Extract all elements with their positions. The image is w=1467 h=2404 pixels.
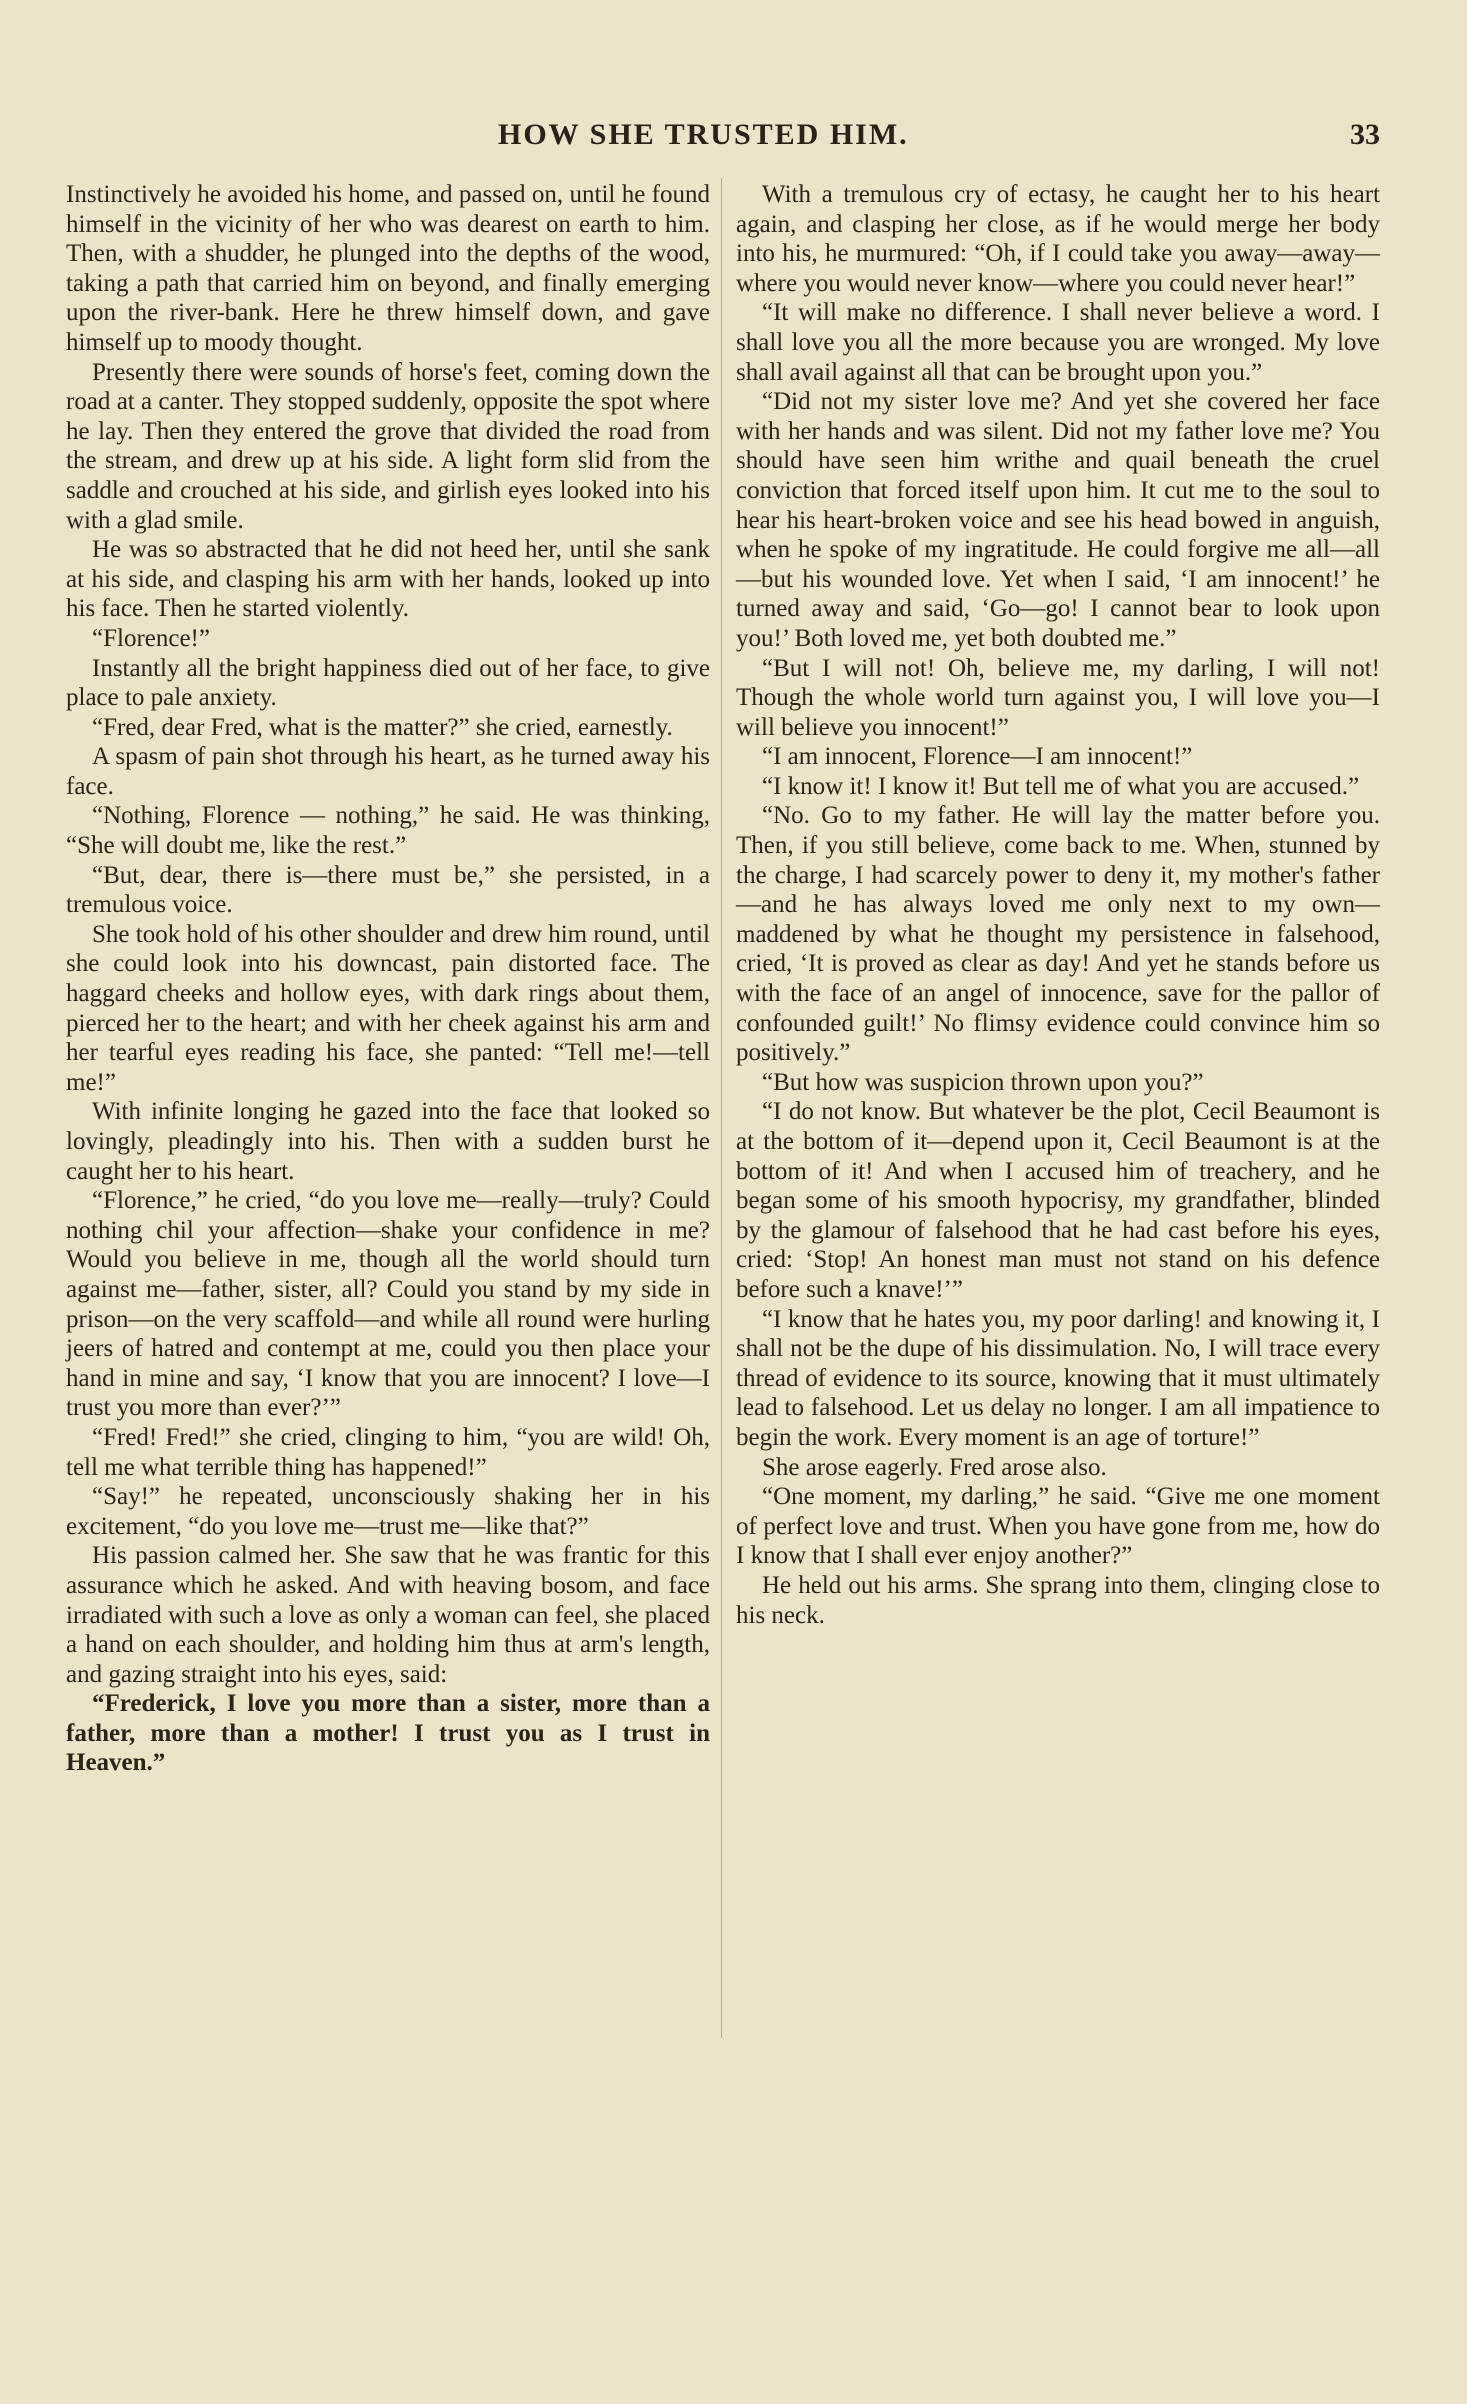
paragraph: “Nothing, Florence — nothing,” he said. He was thinking, “She will doubt me, like the rest.” xyxy=(66,802,710,860)
paragraph: “Say!” he repeated, unconsciously shaking her in his excitement, “do you love me—trust me—like that?” xyxy=(66,1483,710,1540)
paragraph: “I know that he hates you, my poor darling! and knowing it, I shall not be the dupe of his dissimulation. No, I will trace every thread of evidence to its source, knowing that it must ultimately lead to falsehood. Let us delay no longer. I am all impatience to begin the work. Every moment is an age of torture!” xyxy=(736,1305,1380,1451)
paragraph: Instinctively he avoided his home, and passed on, until he found himself in the vicinity of her who was dearest on earth to him. Then, with a shudder, he plunged into the depths of the wood, taking a path that carried him on beyond, and finally emerging upon the river-bank. Here he threw himself down, and gave himself up to moody thought. xyxy=(66,181,710,356)
paragraph: “One moment, my darling,” he said. “Give me one moment of perfect love and trust. When you have gone from me, how do I know that I shall ever enjoy another?” xyxy=(736,1483,1380,1570)
paragraph: Instantly all the bright happiness died out of her face, to give place to pale anxiety. xyxy=(66,654,710,712)
running-title: HOW SHE TRUSTED HIM. xyxy=(498,118,909,151)
paragraph: “Florence!” xyxy=(92,624,210,652)
paragraph: “I know it! I know it! But tell me of what you are accused.” xyxy=(762,772,1360,800)
column-divider xyxy=(721,178,722,2038)
paragraph: “But how was suspicion thrown upon you?” xyxy=(762,1068,1204,1096)
paragraph: “No. Go to my father. He will lay the matter before you. Then, if you still believe, come back to me. When, stunned by the charge, I had scarcely power to deny it, my mother's father—and he has always loved me only next to my own—maddened by what he thought my persistence in falsehood, cried, ‘It is proved as clear as day! And yet he stands before us with the face of an angel of innocence, save for the pallor of confounded guilt!’ No flimsy evidence could convince him so positively.” xyxy=(736,802,1380,1067)
paragraph: She took hold of his other shoulder and drew him round, until she could look into his downcast, pain distorted face. The haggard cheeks and hollow eyes, with dark rings about them, pierced her to the heart; and with her cheek against his arm and her tearful eyes reading his face, she panted: “Tell me!—tell me!” xyxy=(66,920,710,1096)
paragraph: A spasm of pain shot through his heart, as he turned away his face. xyxy=(66,743,710,800)
paragraph: “Florence,” he cried, “do you love me—really—truly? Could nothing chil your affection—shake your confidence in me? Would you believe in me, though all the world should turn against me—father, sister, all? Could you stand by my side in prison—on the very scaffold—and while all round were hurling jeers of hatred and contempt at me, could you then place your hand in mine and say, ‘I know that you are innocent? I love—I trust you more than ever?’” xyxy=(66,1187,710,1422)
paragraph: “But I will not! Oh, believe me, my darling, I will not! Though the whole world turn against you, I will love you—I will believe you innocent!” xyxy=(736,654,1380,741)
paragraph: “Frederick, I love you more than a sister, more than a father, more than a mother! I trust you as I trust in Heaven.” xyxy=(66,1690,710,1777)
page-number: 33 xyxy=(1350,118,1380,151)
paragraph: “Did not my sister love me? And yet she covered her face with her hands and was silent. Did not my father love me? You should have seen him writhe and quail beneath the cruel conviction that forced itself upon him. It cut me to the soul to hear his heart-broken voice and see his head bowed in anguish, when he spoke of my ingratitude. He could forgive me all—all—but his wounded love. Yet when I said, ‘I am innocent!’ he turned away and said, ‘Go—go! I cannot bear to look upon you!’ Both loved me, yet both doubted me.” xyxy=(736,388,1380,652)
paragraph: “Fred! Fred!” she cried, clinging to him, “you are wild! Oh, tell me what terrible thing has happened!” xyxy=(66,1423,710,1481)
paragraph: “I do not know. But whatever be the plot, Cecil Beaumont is at the bottom of it—depend upon it, Cecil Beaumont is at the bottom of it! And when I accused him of treachery, and he began some of his smooth hypocrisy, my grandfather, blinded by the glamour of falsehood that he had cast before his eyes, cried: ‘Stop! An honest man must not stand on his defence before such a knave!’” xyxy=(736,1098,1380,1303)
paragraph: Presently there were sounds of horse's feet, coming down the road at a canter. They stopped suddenly, opposite the spot where he lay. Then they entered the grove that divided the road from the stream, and drew up at his side. A light form slid from the saddle and crouched at his side, and girlish eyes looked into his with a glad smile. xyxy=(66,358,710,534)
paragraph: With infinite longing he gazed into the face that looked so lovingly, pleadingly into his. Then with a sudden burst he caught her to his heart. xyxy=(66,1098,710,1185)
left-column xyxy=(66,180,710,1778)
paragraph: She arose eagerly. Fred arose also. xyxy=(762,1453,1107,1481)
paragraph: He held out his arms. She sprang into them, clinging close to his neck. xyxy=(736,1571,1380,1629)
paragraph: “Fred, dear Fred, what is the matter?” she cried, earnestly. xyxy=(92,713,673,741)
paragraph: “I am innocent, Florence—I am innocent!” xyxy=(762,743,1193,771)
paragraph: His passion calmed her. She saw that he was frantic for this assurance which he asked. And with heaving bosom, and face irradiated with such a love as only a woman can feel, she placed a hand on each shoulder, and holding him thus at arm's length, and gazing straight into his eyes, said: xyxy=(66,1542,710,1688)
right-column xyxy=(736,180,1380,1630)
page-header xyxy=(0,118,1467,158)
paragraph: With a tremulous cry of ectasy, he caught her to his heart again, and clasping her close, as if he would merge her body into his, he murmured: “Oh, if I could take you away—away—where you would never know—where you could never hear!” xyxy=(736,181,1380,297)
paragraph: “It will make no difference. I shall never believe a word. I shall love you all the more because you are wronged. My love shall avail against all that can be brought upon you.” xyxy=(736,299,1380,386)
paragraph: “But, dear, there is—there must be,” she persisted, in a tremulous voice. xyxy=(66,861,710,919)
paragraph: He was so abstracted that he did not heed her, until she sank at his side, and clasping his arm with her hands, looked up into his face. Then he started violently. xyxy=(66,536,710,623)
